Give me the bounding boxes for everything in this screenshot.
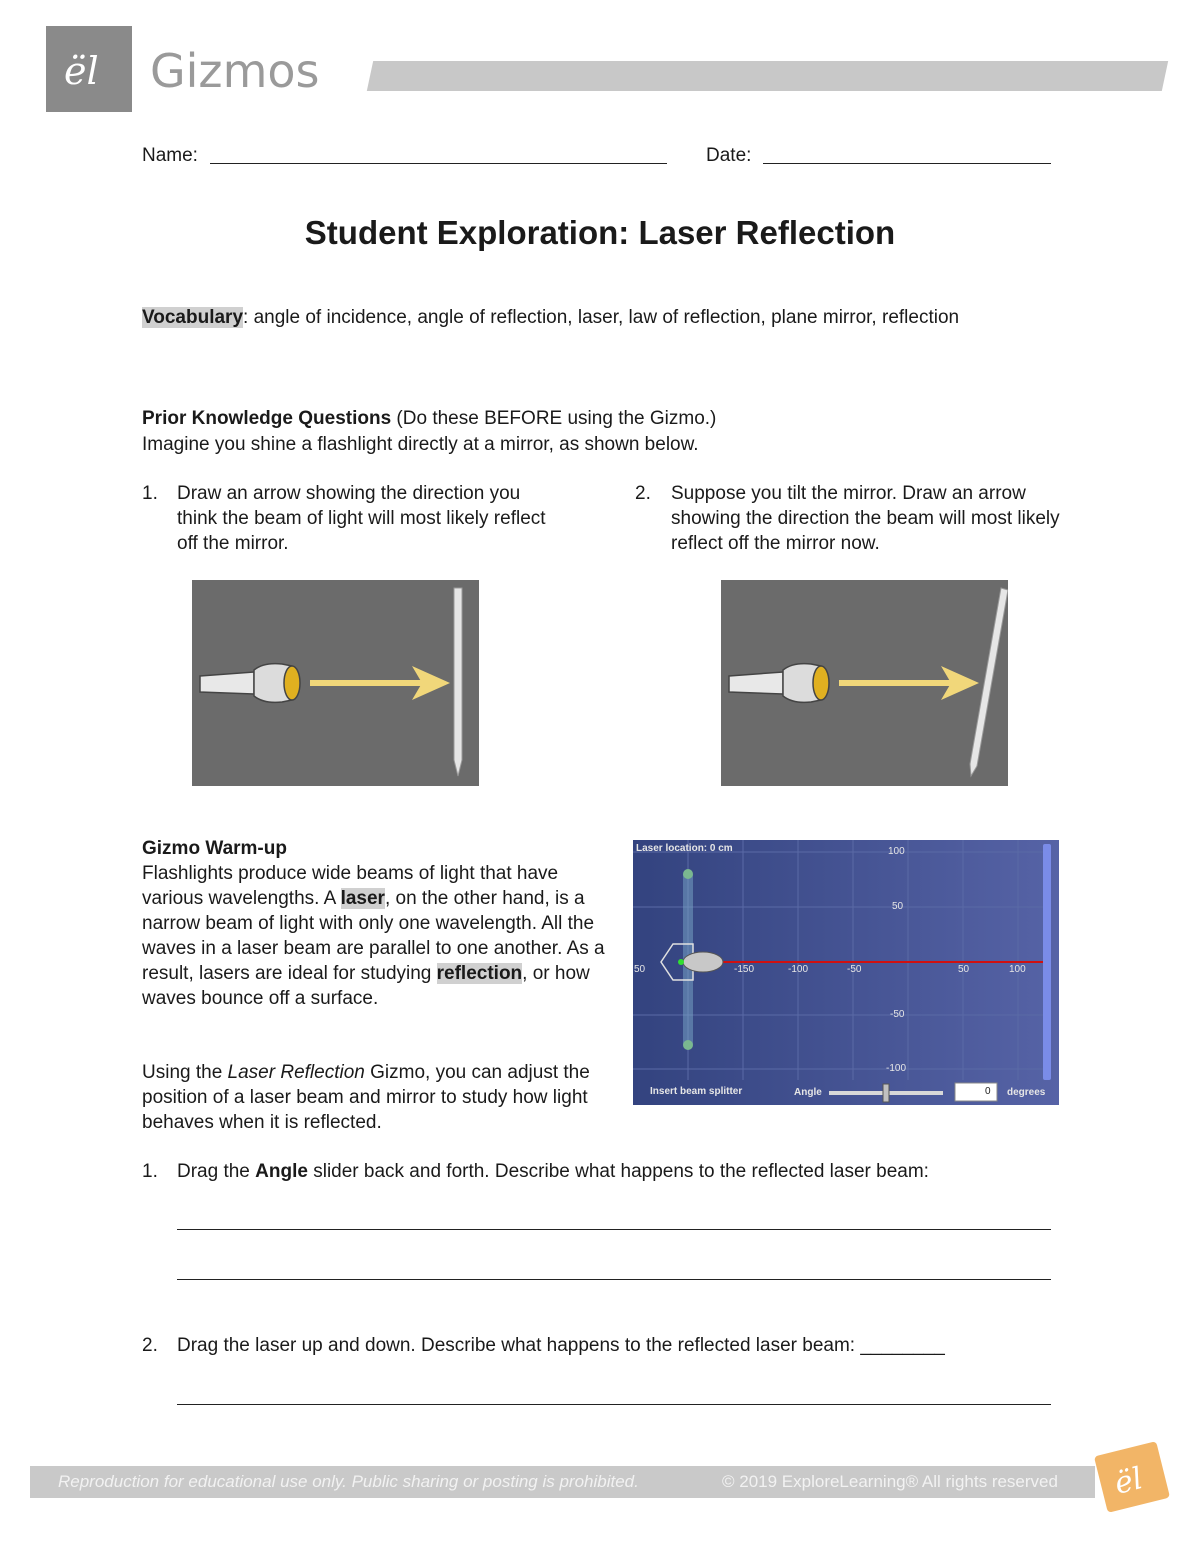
text-run: , or how waves bounce off a surface. xyxy=(142,963,590,1009)
explorelearning-logo xyxy=(46,26,132,112)
date-label: Date: xyxy=(706,145,752,166)
y-tick: -100 xyxy=(886,1063,907,1074)
gizmo-intro-paragraph xyxy=(142,1060,612,1135)
answer-line[interactable] xyxy=(177,1279,1051,1280)
question-text: Drag the laser up and down. Describe what happens to the reflected laser beam: ________ xyxy=(177,1335,945,1356)
answer-line[interactable] xyxy=(177,1404,1051,1405)
text-run: slider back and forth. Describe what happens to the reflected laser beam: xyxy=(307,1161,929,1182)
logo-mark-icon xyxy=(46,26,132,112)
angle-value: 0 xyxy=(985,1086,991,1097)
x-tick: 50 xyxy=(958,964,970,975)
x-tick: 50 xyxy=(634,964,646,975)
angle-unit: degrees xyxy=(1007,1087,1046,1098)
vocabulary-label: Vocabulary xyxy=(142,307,244,328)
header-decorative-bar xyxy=(367,61,1168,91)
x-tick: -50 xyxy=(847,964,862,975)
laser-location-readout: Laser location: 0 cm xyxy=(636,843,733,854)
footer-notice: Reproduction for educational use only. Public sharing or posting is prohibited. xyxy=(58,1472,639,1491)
angle-label: Angle xyxy=(794,1087,822,1098)
x-tick: 100 xyxy=(1009,964,1026,975)
angle-term: Angle xyxy=(255,1161,308,1182)
flashlight-tilted-mirror-image xyxy=(721,580,1008,786)
prior-knowledge-note: (Do these BEFORE using the Gizmo.) xyxy=(391,408,717,429)
text-run: , on the other hand, is a narrow beam of light with only one wavelength. All the waves in a laser beam are parallel to one another. As a result, lasers are ideal for studying xyxy=(142,888,605,984)
highlight-reflection: reflection xyxy=(436,963,523,984)
y-tick: 50 xyxy=(892,901,904,912)
question-number: 1. xyxy=(142,1161,158,1182)
warmup-paragraph xyxy=(142,861,612,1011)
svg-text:ël: ël xyxy=(64,49,99,93)
question-number: 2. xyxy=(142,1335,158,1356)
prior-knowledge-heading xyxy=(142,406,1042,431)
text-run: Using the xyxy=(142,1062,228,1083)
name-field[interactable] xyxy=(210,163,667,164)
name-label: Name: xyxy=(142,145,198,166)
prior-knowledge-intro: Imagine you shine a flashlight directly at a mirror, as shown below. xyxy=(142,434,699,455)
x-tick: -150 xyxy=(734,964,755,975)
question-text: Suppose you tilt the mirror. Draw an arrow showing the direction the beam will most likely reflect off the mirror now. xyxy=(671,483,1060,554)
svg-text:ël: ël xyxy=(1111,1461,1147,1502)
question-text: Draw an arrow showing the direction you think the beam of light will most likely reflect off the mirror. xyxy=(177,483,546,554)
mirror-icon xyxy=(454,588,462,776)
question-number: 2. xyxy=(635,483,651,504)
text-run: Drag the xyxy=(177,1161,256,1182)
vocabulary-paragraph xyxy=(142,305,1022,330)
flashlight-icon xyxy=(200,664,300,703)
highlight-laser: laser xyxy=(340,888,385,909)
brand-name: Gizmos xyxy=(150,44,320,98)
mirror[interactable] xyxy=(1043,844,1051,1080)
logo-mark-icon xyxy=(1094,1441,1170,1513)
warmup-heading: Gizmo Warm-up xyxy=(142,838,287,859)
text-run: Flashlights produce wide beams of light that have various wavelengths. A xyxy=(142,863,559,909)
prior-knowledge-title: Prior Knowledge Questions xyxy=(142,408,392,429)
y-tick: -50 xyxy=(890,1009,905,1020)
footer-logo-badge xyxy=(1094,1441,1170,1513)
question-text xyxy=(177,1159,1057,1184)
answer-line[interactable] xyxy=(177,1229,1051,1230)
insert-beam-splitter-button[interactable]: Insert beam splitter xyxy=(650,1086,743,1097)
date-field[interactable] xyxy=(763,163,1051,164)
text-run: Gizmo, you can adjust the position of a laser beam and mirror to study how light behaves when it is reflected. xyxy=(142,1062,590,1133)
laser-reflection-gizmo-screenshot xyxy=(633,840,1059,1105)
gizmo-name: Laser Reflection xyxy=(227,1062,365,1083)
vocabulary-terms: : angle of incidence, angle of reflection, laser, law of reflection, plane mirror, reflection xyxy=(243,307,960,328)
x-tick: -100 xyxy=(788,964,809,975)
flashlight-icon xyxy=(729,664,829,703)
light-beam-arrow xyxy=(839,666,979,700)
y-tick: 100 xyxy=(888,846,905,857)
flashlight-straight-mirror-image xyxy=(192,580,479,786)
question-number: 1. xyxy=(142,483,158,504)
light-beam-arrow xyxy=(310,666,450,700)
angle-slider-thumb[interactable] xyxy=(883,1084,889,1102)
page-title: Student Exploration: Laser Reflection xyxy=(304,214,896,251)
footer-copyright: © 2019 ExploreLearning® All rights reserved xyxy=(722,1472,1058,1491)
